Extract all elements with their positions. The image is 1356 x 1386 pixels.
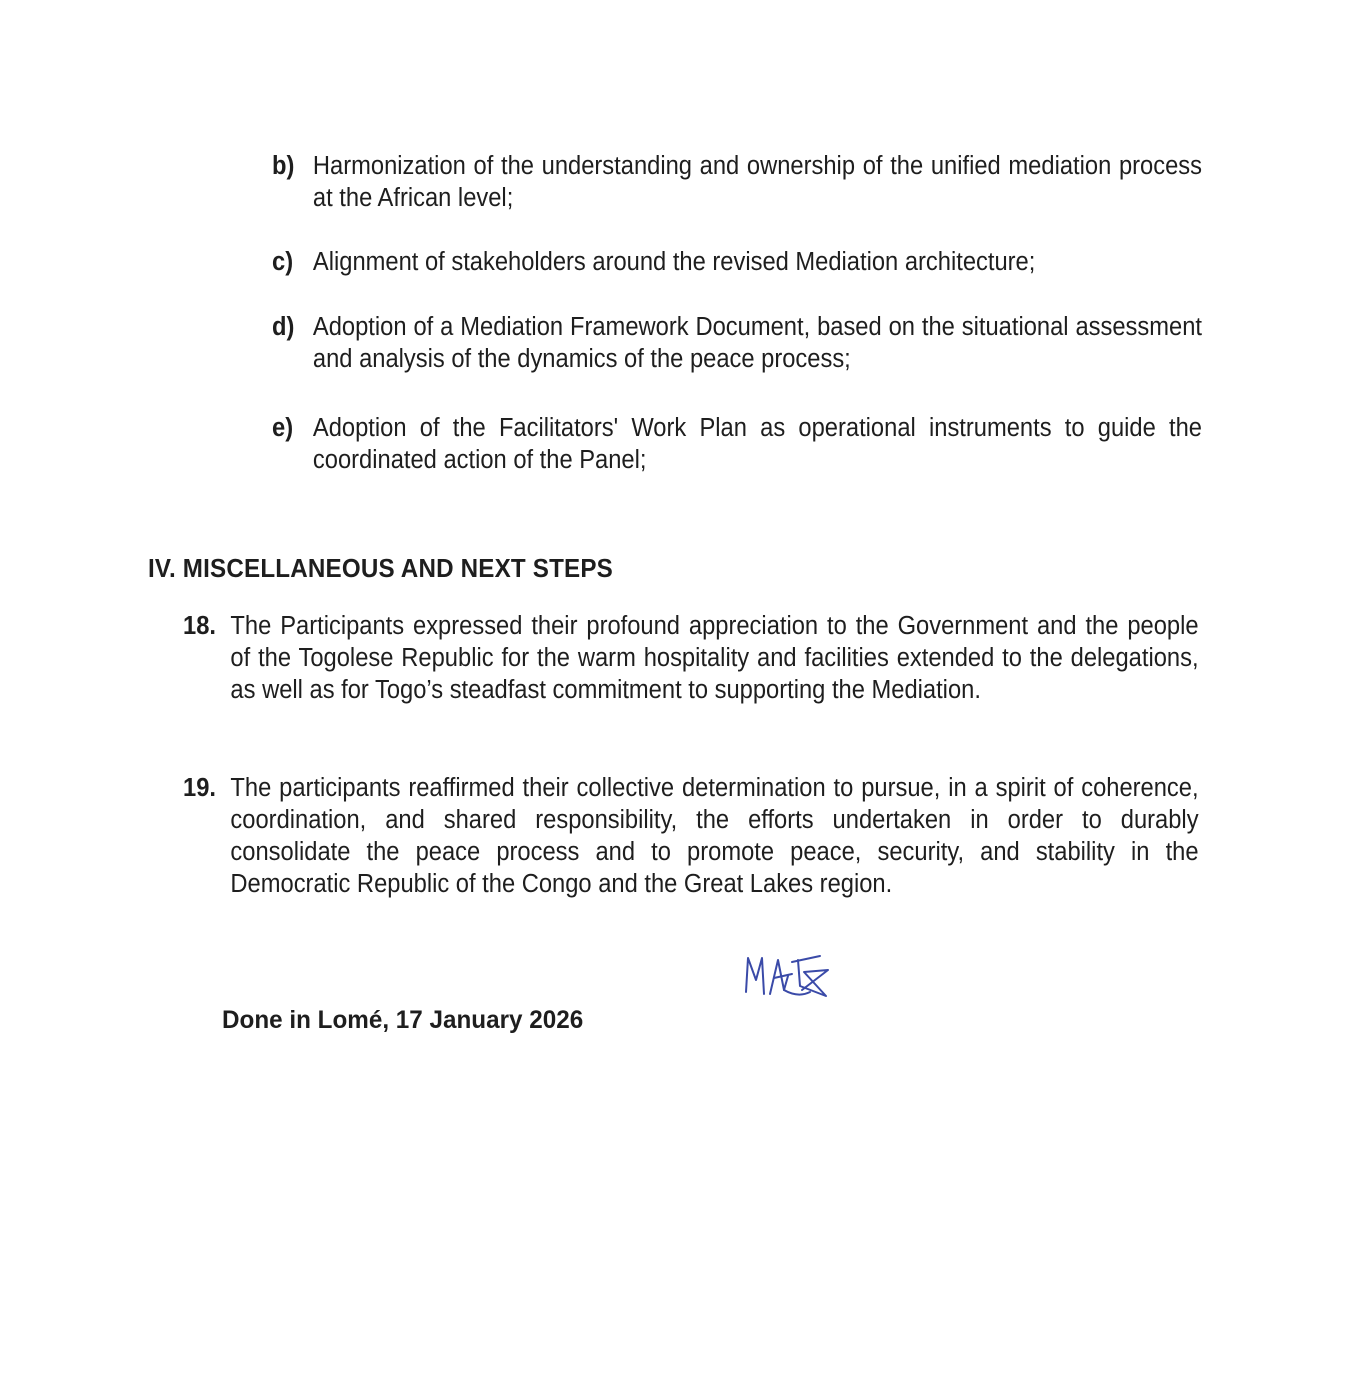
list-marker: c): [272, 248, 294, 276]
paragraph-19: [183, 772, 1199, 900]
list-marker: d): [272, 313, 295, 341]
paragraph-number: 18.: [183, 612, 216, 640]
list-item-c: [272, 246, 1202, 278]
list-item-b: [272, 150, 1202, 214]
list-text: Adoption of a Mediation Framework Document, based on the situational assessment and analysis of the dynamics of the peace process;: [312, 313, 1202, 373]
list-marker: b): [272, 152, 295, 180]
section-heading: IV. MISCELLANEOUS AND NEXT STEPS: [148, 553, 613, 583]
list-item-e: [272, 412, 1202, 476]
signature-initials: [740, 950, 840, 1004]
paragraph-18: [183, 610, 1199, 706]
paragraph-text: The participants reaffirmed their collective determination to pursue, in a spirit of coherence, coordination, and shared responsibility, the efforts undertaken in order to durably consolidate the peace process and to promote peace, security, and stability in the Democratic Republic of the Congo and the Great Lakes region.: [230, 774, 1199, 898]
list-text: Alignment of stakeholders around the revised Mediation architecture;: [312, 248, 1036, 276]
list-item-d: [272, 311, 1202, 375]
list-text: Harmonization of the understanding and ownership of the unified mediation process at the African level;: [312, 152, 1202, 212]
paragraph-number: 19.: [183, 774, 216, 802]
paragraph-text: The Participants expressed their profound appreciation to the Government and the people of the Togolese Republic for the warm hospitality and facilities extended to the delegations, as well as for Togo’s steadfast commitment to supporting the Mediation.: [230, 612, 1199, 704]
list-marker: e): [272, 414, 294, 442]
place-and-date: Done in Lomé, 17 January 2026: [222, 1006, 584, 1034]
list-text: Adoption of the Facilitators' Work Plan as operational instruments to guide the coordinated action of the Panel;: [312, 414, 1202, 474]
